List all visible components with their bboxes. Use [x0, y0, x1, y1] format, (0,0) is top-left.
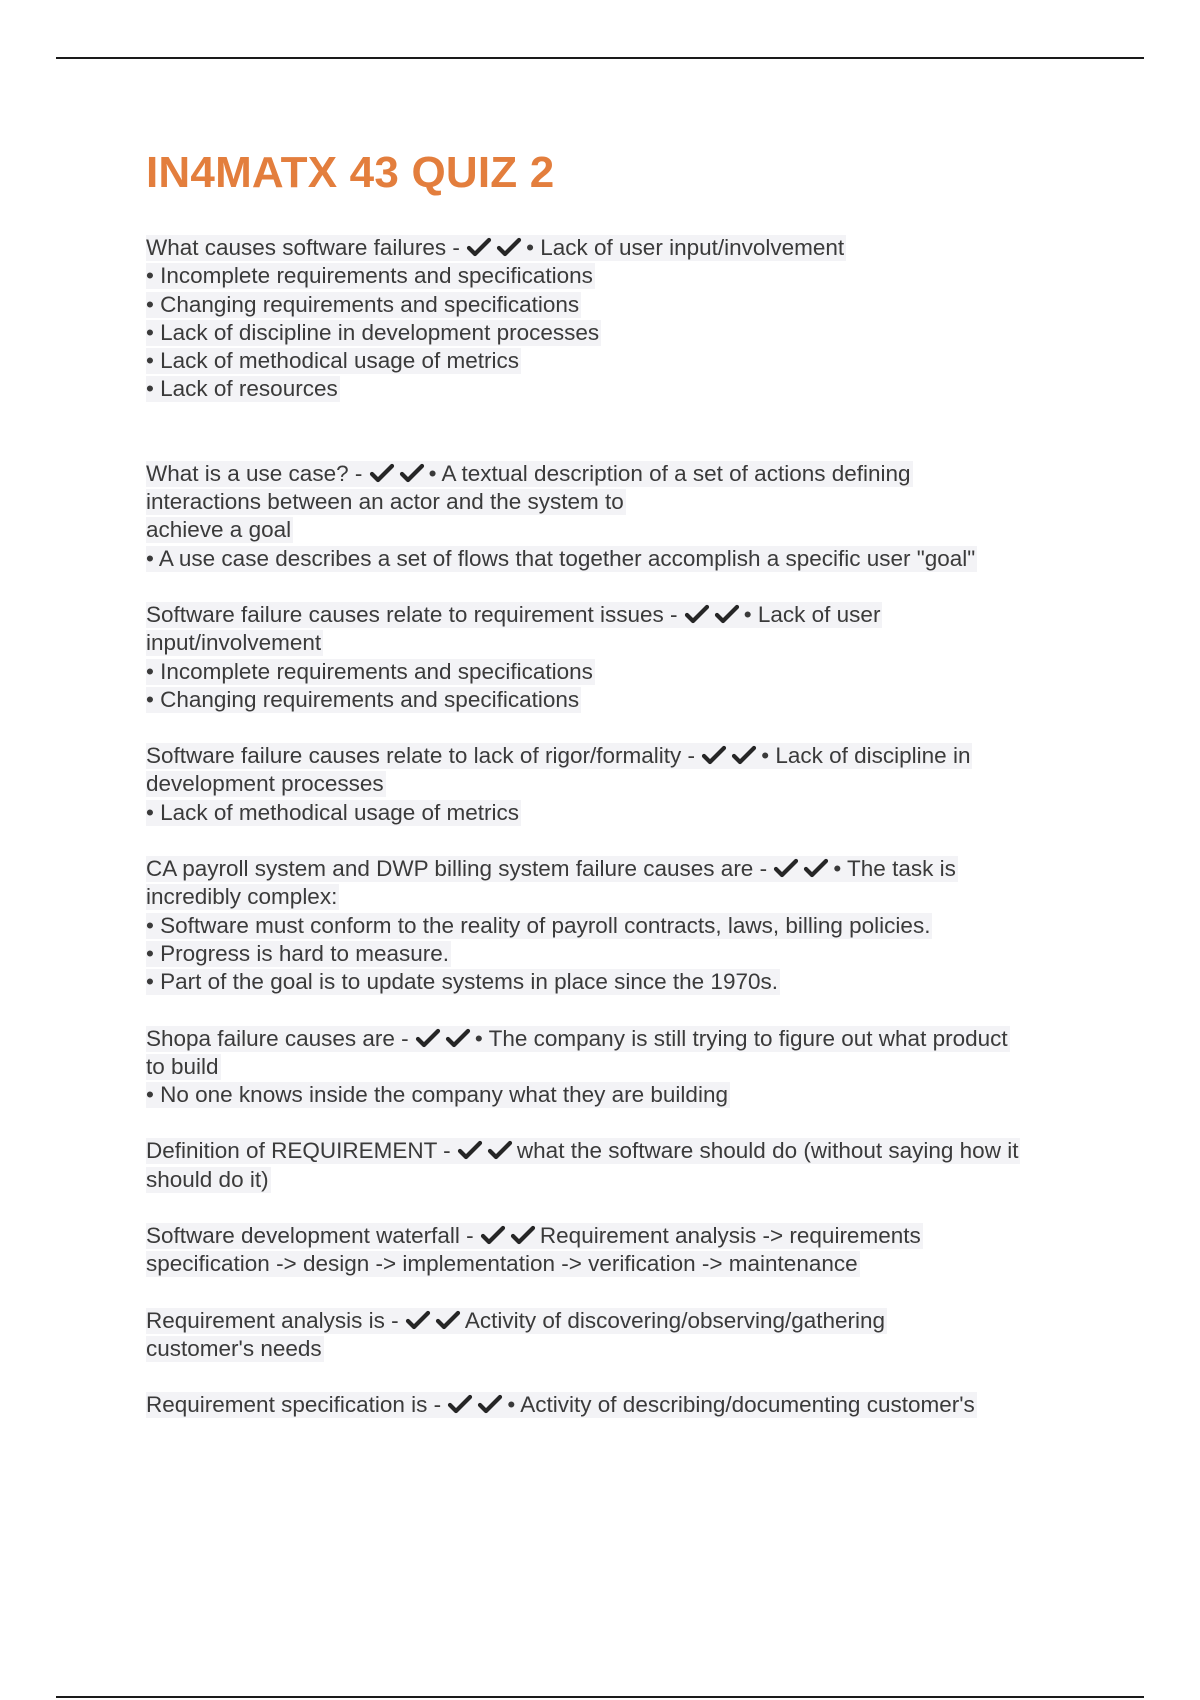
qa-first-line	[146, 234, 1096, 262]
answer-text: • Lack of discipline in	[761, 743, 971, 769]
answer-line	[146, 262, 1096, 290]
answer-line	[146, 1166, 1096, 1194]
qa-first-line	[146, 1391, 1096, 1419]
answer-text: customer's needs	[146, 1335, 322, 1361]
qa-item	[146, 460, 1096, 573]
qa-item	[146, 1391, 1096, 1419]
qa-item	[146, 1137, 1096, 1194]
answer-line	[146, 1335, 1096, 1363]
qa-first-line-text	[146, 1138, 1020, 1164]
answer-text: what the software should do (without saying how it	[516, 1138, 1019, 1164]
answer-text: • No one knows inside the company what they are building	[146, 1082, 728, 1108]
checkmark-icon	[466, 237, 492, 257]
answer-line	[146, 291, 1096, 319]
answer-line	[146, 516, 1096, 544]
qa-first-line-text	[146, 1392, 977, 1418]
checkmark-icon	[405, 1310, 431, 1330]
answer-text: • Lack of methodical usage of metrics	[146, 799, 520, 825]
answer-text: Activity of discovering/observing/gathering	[464, 1307, 886, 1333]
answer-text: • Software must conform to the reality of payroll contracts, laws, billing policies.	[146, 912, 931, 938]
answer-text: • Part of the goal is to update systems in place since the 1970s.	[146, 969, 778, 995]
qa-first-line-text	[146, 856, 958, 882]
checkmark-icon	[510, 1225, 536, 1245]
qa-item	[146, 1025, 1096, 1110]
answer-text: should do it)	[146, 1166, 269, 1192]
document-body	[146, 145, 1096, 1420]
qa-first-line	[146, 1307, 1096, 1335]
checkmark-icon	[684, 604, 710, 624]
checkmark-icon	[773, 858, 799, 878]
qa-item	[146, 1222, 1096, 1279]
qa-item	[146, 742, 1096, 827]
qa-first-line	[146, 601, 1096, 629]
qa-first-line	[146, 855, 1096, 883]
qa-first-line-text	[146, 602, 882, 628]
qa-first-line-text	[146, 743, 972, 769]
answer-text: input/involvement	[146, 630, 322, 656]
qa-first-line-text	[146, 235, 846, 261]
answer-line	[146, 1250, 1096, 1278]
question-text: CA payroll system and DWP billing system failure causes are -	[146, 856, 774, 882]
top-rule	[56, 57, 1144, 59]
qa-first-line	[146, 1137, 1096, 1165]
question-text: Requirement analysis is -	[146, 1307, 405, 1333]
answer-text: • Activity of describing/documenting customer's	[507, 1392, 975, 1418]
answer-text: • Lack of resources	[146, 376, 338, 402]
qa-first-line-text	[146, 1026, 1010, 1052]
answer-text: • Lack of methodical usage of metrics	[146, 348, 520, 374]
answer-text: • Incomplete requirements and specifications	[146, 263, 593, 289]
answer-text: • Lack of user input/involvement	[526, 235, 845, 260]
answer-text: incredibly complex:	[146, 884, 338, 910]
qa-first-line	[146, 742, 1096, 770]
question-text: Definition of REQUIREMENT -	[146, 1138, 457, 1164]
qa-first-line	[146, 1025, 1096, 1053]
answer-line	[146, 629, 1096, 657]
bottom-rule	[56, 1696, 1144, 1698]
question-text: Requirement specification is -	[146, 1392, 448, 1418]
checkmark-icon	[477, 1394, 503, 1414]
checkmark-icon	[480, 1225, 506, 1245]
answer-line	[146, 1081, 1096, 1109]
question-text: Software failure causes relate to requirement issues -	[146, 601, 684, 627]
answer-line	[146, 545, 1096, 573]
checkmark-icon	[457, 1140, 483, 1160]
checkmark-icon	[731, 745, 757, 765]
checkmark-icon	[445, 1028, 471, 1048]
answer-line	[146, 799, 1096, 827]
checkmark-icon	[701, 745, 727, 765]
answer-line	[146, 1053, 1096, 1081]
qa-item	[146, 601, 1096, 714]
qa-first-line	[146, 1222, 1096, 1250]
answer-text: • Lack of user	[743, 601, 881, 627]
question-text: Software development waterfall -	[146, 1223, 480, 1249]
answer-text: • A textual description of a set of actions defining	[428, 460, 911, 486]
answer-line	[146, 319, 1096, 347]
checkmark-icon	[487, 1140, 513, 1160]
question-text: What causes software failures -	[146, 235, 467, 260]
question-text: Software failure causes relate to lack of rigor/formality -	[146, 743, 702, 769]
answer-text: • Lack of discipline in development processes	[146, 319, 600, 345]
answer-text: to build	[146, 1053, 219, 1079]
question-text: Shopa failure causes are -	[146, 1025, 415, 1051]
answer-line	[146, 968, 1096, 996]
answer-line	[146, 940, 1096, 968]
answer-text: • Changing requirements and specifications	[146, 686, 580, 712]
checkmark-icon	[714, 604, 740, 624]
qa-item	[146, 1307, 1096, 1364]
qa-first-line-text	[146, 1308, 887, 1334]
checkmark-icon	[435, 1310, 461, 1330]
qa-first-line-text	[146, 461, 913, 487]
checkmark-icon	[496, 237, 522, 257]
answer-text: • Changing requirements and specifications	[146, 291, 580, 317]
answer-line	[146, 347, 1096, 375]
answer-text: • The task is	[833, 856, 956, 882]
checkmark-icon	[369, 463, 395, 483]
answer-text: achieve a goal	[146, 517, 292, 543]
checkmark-icon	[803, 858, 829, 878]
answer-line	[146, 375, 1096, 403]
answer-text: • Progress is hard to measure.	[146, 940, 450, 966]
answer-line	[146, 658, 1096, 686]
answer-text: • A use case describes a set of flows that together accomplish a specific user "goal"	[146, 545, 976, 571]
answer-text: Requirement analysis -> requirements	[539, 1223, 921, 1249]
answer-line	[146, 912, 1096, 940]
qa-list	[146, 234, 1096, 1420]
question-text: What is a use case? -	[146, 460, 369, 486]
answer-line	[146, 686, 1096, 714]
answer-text: • Incomplete requirements and specifications	[146, 658, 593, 684]
qa-first-line-text	[146, 1223, 923, 1249]
answer-text: specification -> design -> implementation -> verification -> maintenance	[146, 1251, 858, 1277]
qa-first-line	[146, 460, 1096, 488]
checkmark-icon	[415, 1028, 441, 1048]
answer-line	[146, 488, 1096, 516]
answer-line	[146, 770, 1096, 798]
answer-text: interactions between an actor and the system to	[146, 489, 624, 515]
answer-line	[146, 883, 1096, 911]
qa-item	[146, 855, 1096, 996]
answer-text: • The company is still trying to figure out what product	[474, 1025, 1008, 1051]
checkmark-icon	[399, 463, 425, 483]
page-title: IN4MATX 43 QUIZ 2	[146, 148, 555, 197]
answer-text: development processes	[146, 771, 384, 797]
qa-item	[146, 234, 1096, 404]
checkmark-icon	[447, 1394, 473, 1414]
